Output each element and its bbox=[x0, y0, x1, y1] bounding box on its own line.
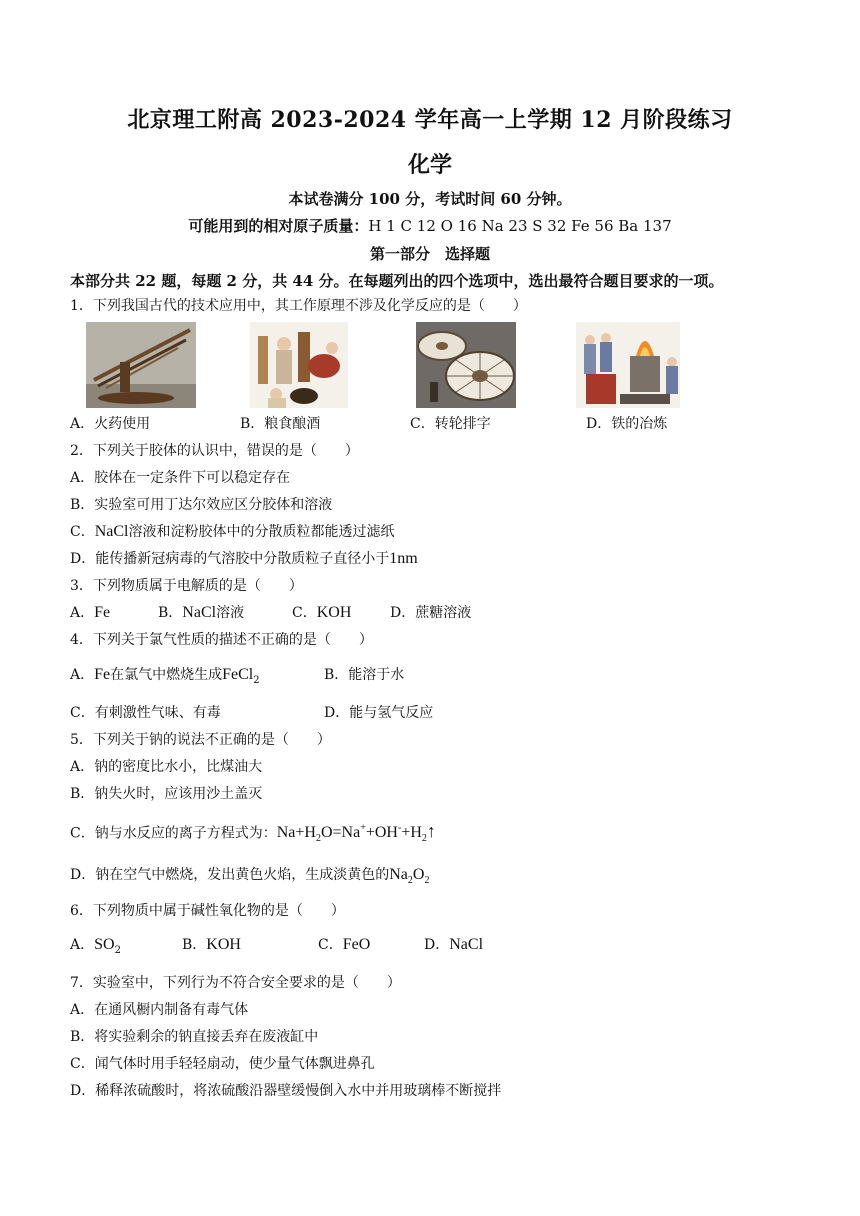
part-title: 第一部分 选择题 bbox=[369, 245, 490, 263]
subject-title: 化学 bbox=[407, 152, 452, 178]
q5-option-b: B．钠失火时，应该用沙土盖灭 bbox=[70, 786, 263, 802]
q2-d-text: D．能传播新冠病毒的气溶胶中分散质粒子直径小于 bbox=[70, 551, 390, 567]
q5-d-text: D．钠在空气中燃烧，发出黄色火焰，生成淡黄色的 bbox=[70, 867, 390, 883]
q4-stem: 4．下列关于氯气性质的描述不正确的是（ ） bbox=[70, 632, 373, 648]
brewing-image bbox=[250, 322, 348, 408]
q7-option-c: C．闻气体时用手轻轻扇动，使少量气体飘进鼻孔 bbox=[70, 1056, 375, 1072]
q7-option-a: A．在通风橱内制备有毒气体 bbox=[70, 1002, 249, 1018]
gas-arrow-icon: ↑ bbox=[426, 821, 436, 842]
q3-a-formula: Fe bbox=[94, 604, 111, 621]
q6-b-prefix: B． bbox=[182, 937, 207, 953]
atomic-masses-line bbox=[0, 215, 860, 236]
q7-option-b: B．将实验剩余的钠直接丢弃在废液缸中 bbox=[70, 1029, 319, 1045]
q6-option-d bbox=[424, 935, 483, 955]
q2-c-prefix: C． bbox=[70, 524, 95, 540]
q3-a-prefix: A． bbox=[70, 605, 95, 621]
q5-stem: 5．下列关于钠的说法不正确的是（ ） bbox=[70, 732, 331, 748]
q3-option-c bbox=[292, 603, 351, 623]
q5-c-text: C．钠与水反应的离子方程式为： bbox=[70, 825, 277, 842]
type-wheel-image bbox=[416, 322, 516, 408]
part-intro: 本部分共 22 题，每题 2 分，共 44 分。在每题列出的四个选项中，选出最符合题目要求的一项。 bbox=[70, 272, 724, 290]
q2-option-c bbox=[70, 522, 395, 542]
q2-option-a: A．胶体在一定条件下可以稳定存在 bbox=[70, 470, 291, 486]
q3-option-d: D．蔗糖溶液 bbox=[390, 605, 472, 621]
q2-stem: 2．下列关于胶体的认识中，错误的是（ ） bbox=[70, 443, 359, 459]
q6-a-prefix: A． bbox=[70, 937, 95, 953]
q5-d-formula: $Na_2O_2$ bbox=[389, 866, 430, 887]
q2-c-text: 溶液和淀粉胶体中的分散质粒都能透过滤纸 bbox=[128, 524, 395, 540]
q1-option-a: A．火药使用 bbox=[70, 416, 151, 432]
q1-stem: 1．下列我国古代的技术应用中，其工作原理不涉及化学反应的是（ ） bbox=[70, 298, 527, 314]
q3-c-prefix: C． bbox=[292, 605, 317, 621]
q5-equation: $Na+H_2O=Na^++OH^-+H_2↑$ bbox=[276, 821, 436, 845]
q3-c-formula: KOH bbox=[316, 604, 352, 621]
q5-option-a: A．钠的密度比水小，比煤油大 bbox=[70, 759, 263, 775]
q3-b-formula: NaCl bbox=[182, 604, 217, 621]
q4-a-sub: 2 bbox=[253, 674, 260, 686]
q6-d-formula: NaCl bbox=[449, 936, 484, 953]
q1-option-b: B．粮食酿酒 bbox=[240, 416, 321, 432]
q6-stem: 6．下列物质中属于碱性氧化物的是（ ） bbox=[70, 903, 345, 919]
q5-option-c bbox=[70, 819, 436, 850]
atomic-masses-label: 可能用到的相对原子质量： bbox=[188, 217, 369, 235]
q2-d-unit: 1nm bbox=[389, 550, 418, 567]
q2-option-b: B．实验室可用丁达尔效应区分胶体和溶液 bbox=[70, 497, 333, 513]
q3-stem: 3．下列物质属于电解质的是（ ） bbox=[70, 578, 303, 594]
q2-option-d bbox=[70, 549, 418, 569]
iron-smelting-image bbox=[576, 322, 680, 408]
q3-option-a bbox=[70, 603, 110, 623]
q3-b-text: 溶液 bbox=[216, 605, 245, 621]
q6-option-c bbox=[318, 935, 370, 955]
q3-option-b bbox=[158, 603, 244, 623]
q6-d-prefix: D． bbox=[424, 937, 450, 953]
q3-b-prefix: B． bbox=[158, 605, 183, 621]
exam-info: 本试卷满分 100 分，考试时间 60 分钟。 bbox=[288, 190, 572, 208]
q4-option-d: D．能与氢气反应 bbox=[324, 705, 434, 721]
q1-option-c: C．转轮排字 bbox=[410, 416, 491, 432]
q6-c-prefix: C． bbox=[318, 937, 343, 953]
q2-c-formula: NaCl bbox=[94, 523, 129, 540]
q4-option-a bbox=[70, 665, 260, 691]
q6-a-sub: 2 bbox=[114, 944, 121, 956]
q4-a-prefix: A． bbox=[70, 667, 95, 683]
q1-option-d: D．铁的冶炼 bbox=[586, 416, 668, 432]
q6-a-formula: SO bbox=[94, 936, 115, 953]
q6-b-formula: KOH bbox=[206, 936, 241, 953]
q6-c-formula: FeO bbox=[342, 936, 371, 953]
q6-option-a bbox=[70, 935, 121, 961]
atomic-masses: H 1 C 12 O 16 Na 23 S 32 Fe 56 Ba 137 bbox=[368, 217, 672, 235]
q4-a-formula2: FeCl bbox=[222, 666, 254, 683]
gunpowder-image bbox=[86, 322, 196, 408]
q7-stem: 7．实验室中，下列行为不符合安全要求的是（ ） bbox=[70, 975, 401, 991]
q4-option-b: B．能溶于水 bbox=[324, 667, 405, 683]
q4-a-formula1: Fe bbox=[94, 666, 111, 683]
q4-option-c: C．有刺激性气味、有毒 bbox=[70, 705, 221, 721]
q6-option-b bbox=[182, 935, 241, 955]
q4-a-text: 在氯气中燃烧生成 bbox=[110, 667, 223, 683]
q5-option-d bbox=[70, 865, 429, 891]
q7-option-d: D．稀释浓硫酸时，将浓硫酸沿器壁缓慢倒入水中并用玻璃棒不断搅拌 bbox=[70, 1083, 502, 1099]
page-title: 北京理工附高 2023-2024 学年高一上学期 12 月阶段练习 bbox=[127, 107, 733, 133]
